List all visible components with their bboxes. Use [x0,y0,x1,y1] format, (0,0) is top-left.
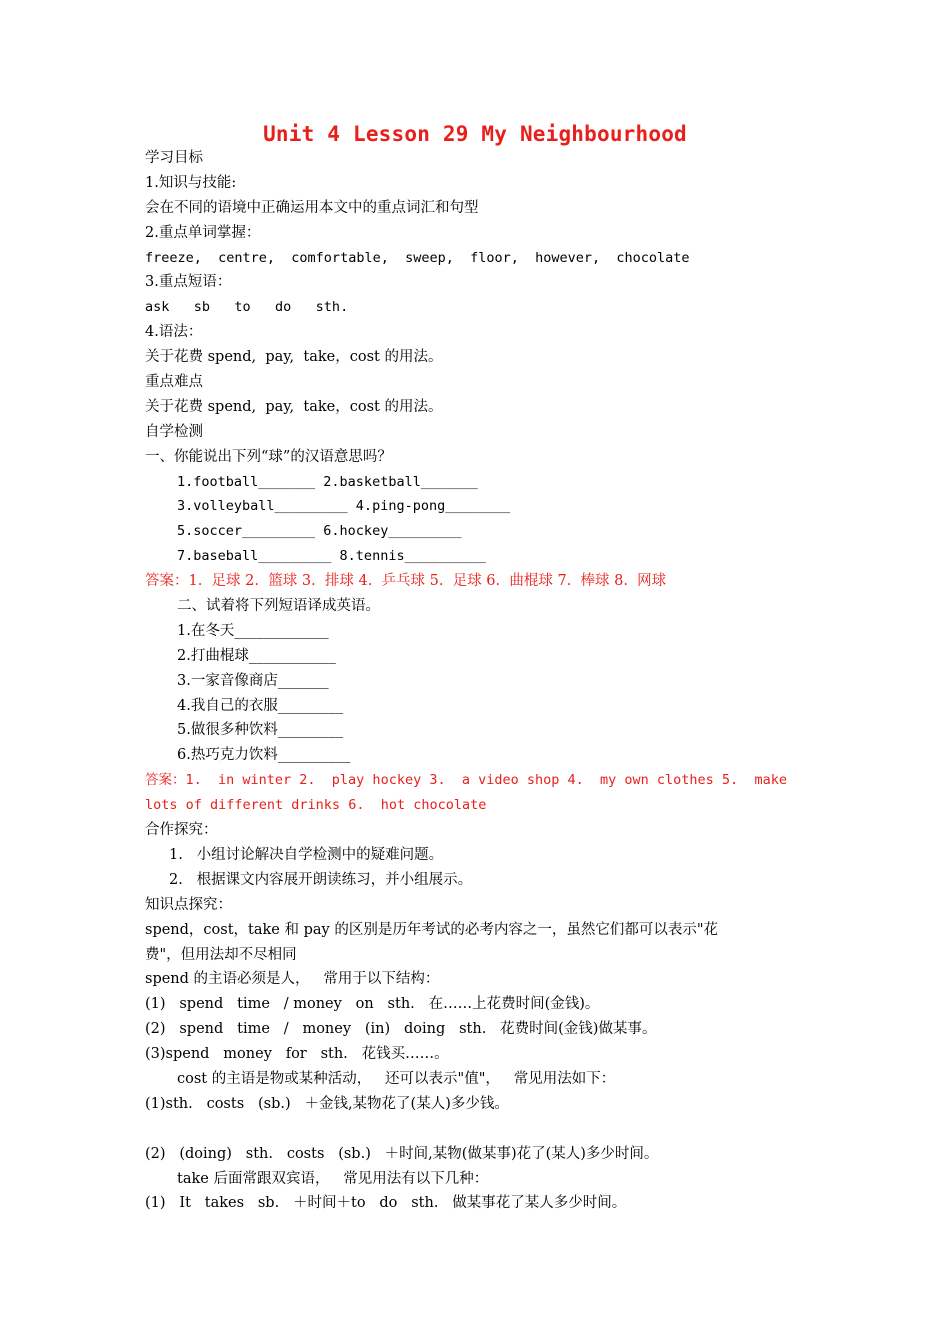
spend-usage: (3)spend money for sth. 花钱买……。 [145,1046,449,1063]
exercise-1-item-row: 7.baseball_________ 8.tennis__________ [177,548,486,565]
exercise-2-item: 4.我自己的衣服_________ [177,697,344,714]
document-body [145,146,810,1216]
key-phrases-heading: 3.重点短语： [145,274,232,291]
key-words-heading: 2.重点单词掌握： [145,224,261,241]
exercise-2-item: 5.做很多种饮料_________ [177,722,344,739]
knowledge-paragraph: spend，cost，take 和 pay 的区别是历年考试的必考内容之一，虽然它们都可以表示"花 [145,921,718,938]
grammar-text: 关于花费 spend, pay, take，cost 的用法。 [145,349,443,366]
exercise-2-item: 3.一家音像商店_______ [177,672,329,689]
knowledge-paragraph-cont: 费"，但用法却不尽相同 [145,946,297,963]
exercise-1-item-row: 1.football_______ 2.basketball_______ [177,473,478,490]
key-phrase: ask sb to do sth. [145,299,349,316]
key-words-list: freeze, centre, comfortable, sweep, floor, however, chocolate [145,249,690,266]
spend-usage: (2) spend time / money (in) doing sth. 花费时间(金钱)做某事。 [145,1021,657,1038]
exercise-2-item: 6.热巧克力饮料__________ [177,747,351,764]
spend-usage: (1) spend time / money on sth. 在……上花费时间(金钱)。 [145,996,600,1013]
cooperation-item: 2. 根据课文内容展开朗读练习，并小组展示。 [169,871,473,888]
exercise-2-prompt: 二、试着将下列短语译成英语。 [177,598,380,615]
knowledge-heading: 知识点探究： [145,896,232,913]
cooperation-heading: 合作探究： [145,822,218,839]
self-check-heading: 自学检测 [145,423,203,440]
cost-usage: (2) (doing) sth. costs (sb.) ＋时间,某物(做某事)花了(某人)多少时间。 [145,1145,659,1162]
exercise-1-answers: 答案：1. 足球 2. 篮球 3. 排球 4. 乒乓球 5. 足球 6. 曲棍球 7. 棒球 8. 网球 [145,573,667,590]
difficulty-text: 关于花费 spend, pay, take，cost 的用法。 [145,398,443,415]
goal-knowledge-skills: 1.知识与技能: [145,174,237,191]
cost-rule: cost 的主语是物或某种活动， 还可以表示"值"， 常见用法如下： [177,1070,616,1087]
goal-text: 会在不同的语境中正确运用本文中的重点词汇和句型 [145,199,479,216]
cost-usage: (1)sth. costs (sb.) ＋金钱,某物花了(某人)多少钱。 [145,1095,509,1112]
exercise-2-item: 1.在冬天_____________ [177,622,329,639]
take-rule: take 后面常跟双宾语， 常见用法有以下几种： [177,1170,489,1187]
grammar-heading: 4.语法： [145,324,203,341]
exercise-2-item: 2.打曲棍球____________ [177,647,336,664]
cooperation-item: 1. 小组讨论解决自学检测中的疑难问题。 [169,846,444,863]
difficulty-heading: 重点难点 [145,374,203,391]
exercise-1-item-row: 5.soccer_________ 6.hockey_________ [177,523,462,540]
spend-rule: spend 的主语必须是人， 常用于以下结构： [145,971,440,988]
exercise-2-answers: 答案：1. in winter 2. play hockey 3. a video shop 4. my own clothes 5. make [145,772,787,789]
exercise-2-answers-cont: lots of different drinks 6. hot chocolate [145,797,487,814]
exercise-1-prompt: 一、你能说出下列“球”的汉语意思吗？ [145,448,392,465]
blank-line [145,1117,810,1142]
document-title: Unit 4 Lesson 29 My Neighbourhood [263,122,687,146]
exercise-1-item-row: 3.volleyball_________ 4.ping-pong________ [177,498,511,515]
take-usage: (1) It takes sb. ＋时间＋to do sth. 做某事花了某人多少时间。 [145,1195,627,1212]
section-heading-goals: 学习目标 [145,150,203,166]
